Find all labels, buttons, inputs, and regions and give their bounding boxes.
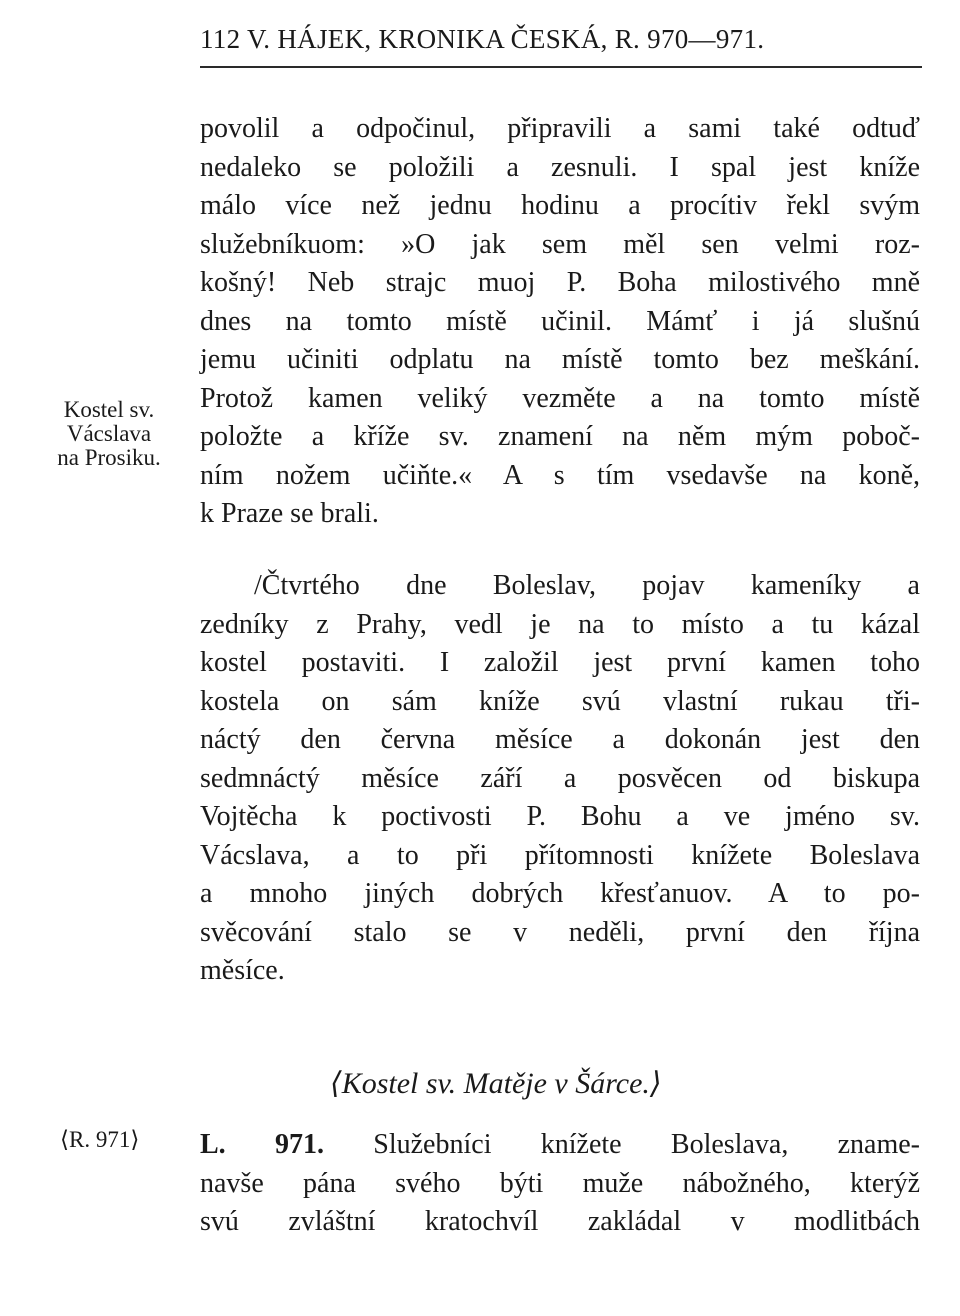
paragraph-2 <box>200 567 920 991</box>
margin-note-line: na Prosiku. <box>57 445 161 470</box>
margin-note-line: Vácslava <box>66 421 152 446</box>
text-span: Služebníci knížete Boleslava, zname- <box>323 1129 920 1160</box>
margin-note-year: ⟨R. 971⟩ <box>60 1127 140 1152</box>
text-line: povolil a odpočinul, připravili a sami také odtuď <box>200 113 920 144</box>
text-line <box>200 1126 920 1165</box>
text-line: a mnoho jiných dobrých křesťanuov. A to po- <box>200 878 920 909</box>
text-line: sedmnáctý měsíce září a posvěcen od biskupa <box>200 762 920 794</box>
running-head: 112 V. HÁJEK, KRONIKA ČESKÁ, R. 970—971. <box>200 24 765 54</box>
text-line: svěcování stalo se v neděli, první den října <box>200 916 920 948</box>
text-line: navše pána svého býti muže nábožného, kterýž <box>200 1167 920 1199</box>
text-line: nedaleko se položili a zesnuli. I spal jest kníže <box>200 151 920 183</box>
text-line: málo více než jednu hodinu a procítiv řekl svým <box>200 190 920 221</box>
text-line: položte a kříže sv. znamení na něm mým poboč- <box>200 421 920 452</box>
text-line: košný! Neb strajc muoj P. Boha milostivého mně <box>200 267 920 298</box>
year-reference: L. 971. <box>200 1129 324 1160</box>
text-line: svú zvláštní kratochvíl zakládal v modlitbách <box>200 1206 920 1237</box>
text-line: zedníky z Prahy, vedl je na to místo a tu kázal <box>200 608 920 640</box>
text-line: Vácslava, a to při přítomnosti knížete Boleslava <box>200 839 920 871</box>
text-line: k Praze se brali. <box>200 498 379 529</box>
header-rule <box>200 66 922 68</box>
text-line: kostel postaviti. I založil jest první kamen toho <box>200 647 920 678</box>
text-line: dnes na tomto místě učinil. Mámť i já slušnú <box>200 305 920 337</box>
text-line: služebníkuom: »O jak sem měl sen velmi roz- <box>200 228 920 260</box>
text-line: Vojtěcha k poctivosti P. Bohu a ve jméno sv. <box>200 801 920 832</box>
paragraph-1 <box>200 110 920 534</box>
text-line: náctý den června měsíce a dokonán jest den <box>200 724 920 755</box>
text-line: ním nožem učiňte.« A s tím vsedavše na koně, <box>200 459 920 491</box>
text-line: Protož kamen veliký vezměte a na tomto místě <box>200 382 920 414</box>
text-line: kostela on sám kníže svú vlastní rukau tři- <box>200 685 920 717</box>
text-line: jemu učiniti odplatu na místě tomto bez meškání. <box>200 344 920 375</box>
margin-note-kostel-vacslava <box>34 398 184 470</box>
paragraph-3 <box>200 1126 920 1242</box>
text-line: /Čtvrtého dne Boleslav, pojav kameníky a <box>254 570 920 601</box>
text-line: měsíce. <box>200 955 285 986</box>
section-heading: ⟨Kostel sv. Matěje v Šárce.⟩ <box>330 1067 662 1100</box>
margin-note-line: Kostel sv. <box>63 397 155 422</box>
